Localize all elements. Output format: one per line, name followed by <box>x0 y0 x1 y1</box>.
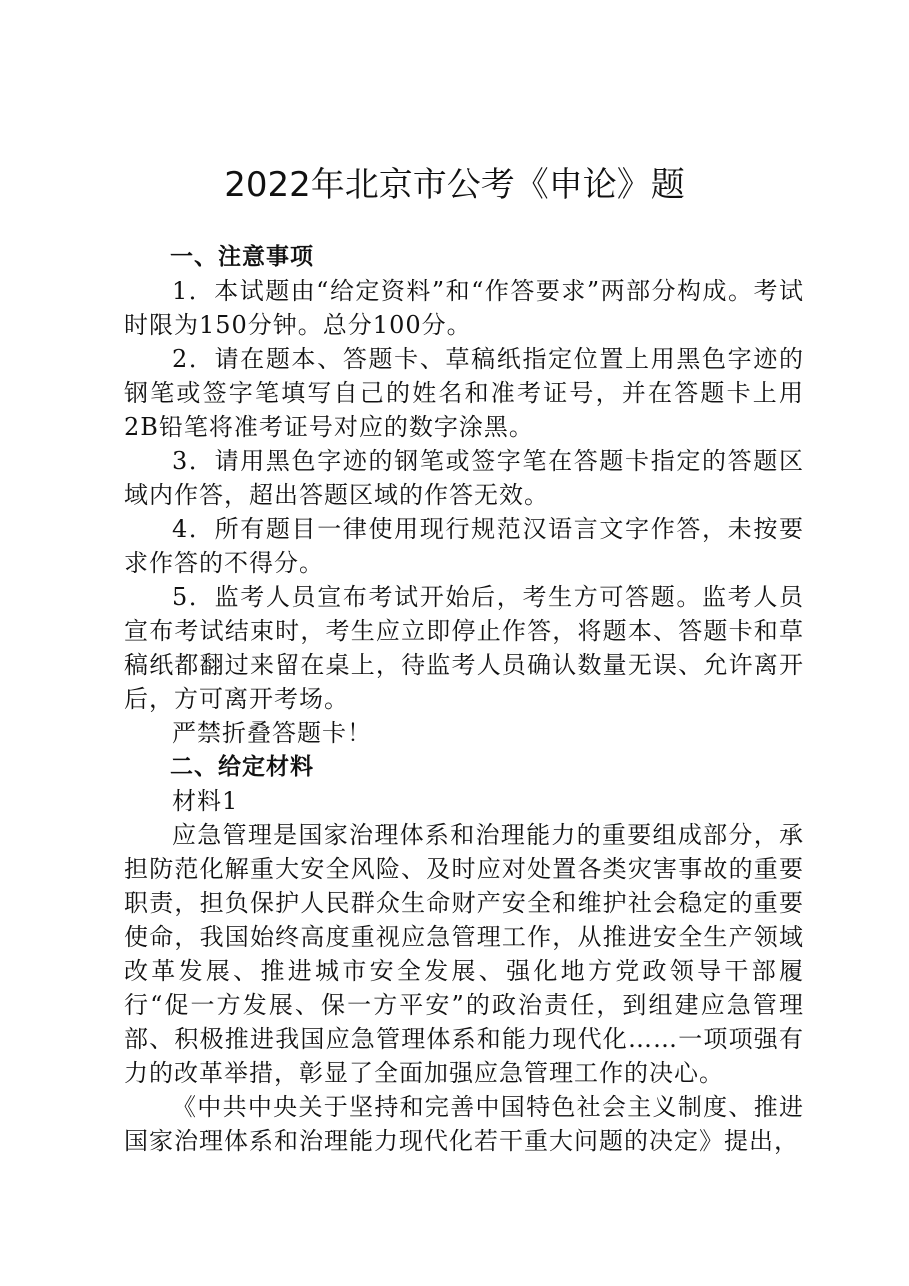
paragraph-note-5: 5．监考人员宣布考试开始后，考生方可答题。监考人员宣布考试结束时，考生应立即停止作答，将题本、答题卡和草稿纸都翻过来留在桌上，待监考人员确认数量无误、允许离开后，方可离开考场。 <box>124 583 804 713</box>
paragraph-note-4: 4．所有题目一律使用现行规范汉语言文字作答，未按要求作答的不得分。 <box>124 515 804 577</box>
document-title: 2022年北京市公考《申论》题 <box>224 165 685 205</box>
material-label: 材料1 <box>172 787 239 815</box>
paragraph-material-2: 《中共中央关于坚持和完善中国特色社会主义制度、推进国家治理体系和治理能力现代化若干重大问题的决定》提出， <box>124 1093 804 1155</box>
section-heading-notes: 一、注意事项 <box>170 244 314 270</box>
paragraph-note-3: 3．请用黑色字迹的钢笔或签字笔在答题卡指定的答题区域内作答，超出答题区域的作答无效。 <box>124 447 804 509</box>
paragraph-note-1: 1．本试题由“给定资料”和“作答要求”两部分构成。考试时限为150分钟。总分100分。 <box>124 277 804 339</box>
paragraph-warning: 严禁折叠答题卡！ <box>172 719 372 747</box>
section-heading-materials: 二、给定材料 <box>170 754 314 780</box>
paragraph-note-2: 2．请在题本、答题卡、草稿纸指定位置上用黑色字迹的钢笔或签字笔填写自己的姓名和准考证号，并在答题卡上用2B铅笔将准考证号对应的数字涂黑。 <box>124 345 804 441</box>
paragraph-material-1: 应急管理是国家治理体系和治理能力的重要组成部分，承担防范化解重大安全风险、及时应对处置各类灾害事故的重要职责，担负保护人民群众生命财产安全和维护社会稳定的重要使命，我国始终高度重视应急管理工作，从推进安全生产领域改革发展、推进城市安全发展、强化地方党政领导干部履行“促一方发展、保一方平安”的政治责任，到组建应急管理部、积极推进我国应急管理体系和能力现代化……一项项强有力的改革举措，彰显了全面加强应急管理工作的决心。 <box>124 821 804 1087</box>
document-body <box>124 240 804 1158</box>
